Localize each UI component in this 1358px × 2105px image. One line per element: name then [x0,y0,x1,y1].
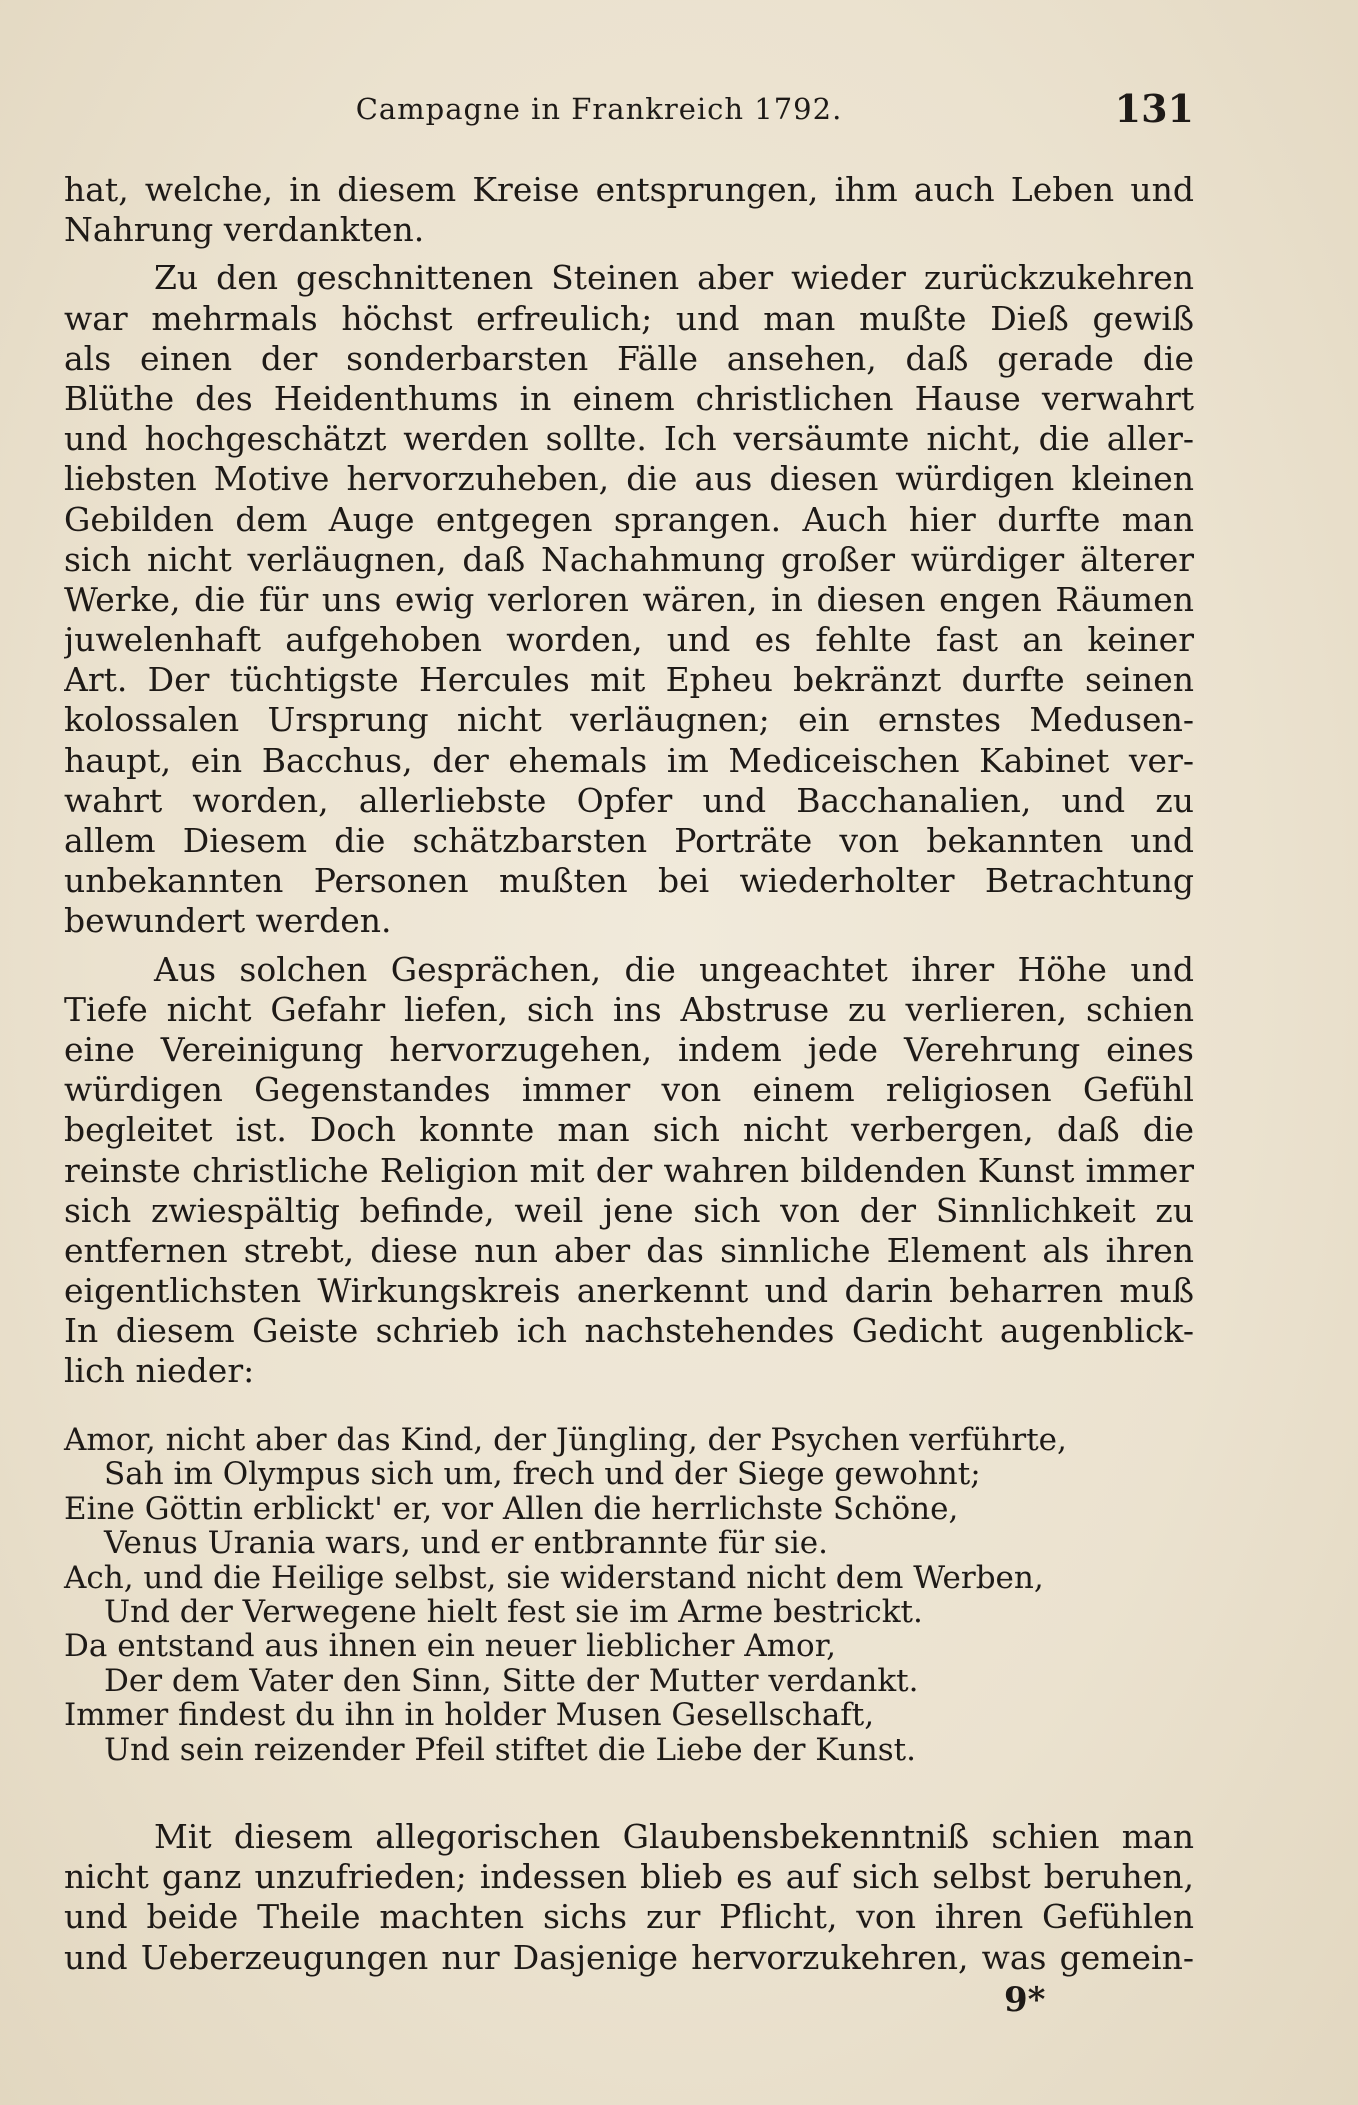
closing-paragraph [64,1817,1194,1978]
poem-line: Sah im Olympus sich um, frech und der Siege gewohnt; [104,1456,981,1493]
text-line: nicht ganz unzufrieden; indessen blieb es auf sich selbst beruhen, [64,1857,1194,1897]
text-line: Werke, die für uns ewig verloren wären, in diesen engen Räumen [64,579,1194,619]
poem-line: Da entstand aus ihnen ein neuer lieblicher Amor, [64,1628,836,1665]
text-line: haupt, ein Bacchus, der ehemals im Mediceischen Kabinet ver- [64,740,1194,780]
text-line: Nahrung verdankten. [64,210,425,250]
text-line: liebsten Motive hervorzuheben, die aus diesen würdigen kleinen [64,459,1194,499]
poem-line: Und der Verwegene hielt fest sie im Arme bestrickt. [104,1593,923,1630]
text-line: lich nieder: [64,1351,255,1391]
poem-line: Amor, nicht aber das Kind, der Jüngling, der Psychen verführte, [64,1422,1067,1458]
text-line: reinste christliche Religion mit der wahren bildenden Kunst immer [64,1150,1194,1190]
text-line: bewundert werden. [64,901,392,941]
poem-line: Ach, und die Heilige selbst, sie widerstand nicht dem Werben, [64,1559,1044,1596]
text-line: würdigen Gegenstandes immer von einem religiosen Gefühl [64,1070,1194,1110]
text-line: kolossalen Ursprung nicht verläugnen; ein ernstes Medusen- [64,700,1194,740]
text-line: Mit diesem allegorischen Glaubensbekenntniß schien man [154,1817,1194,1856]
text-line: und Ueberzeugungen nur Dasjenige hervorzukehren, was gemein- [64,1937,1194,1977]
text-line: als einen der sonderbarsten Fälle ansehen, daß gerade die [64,338,1194,378]
signature-mark: 9* [1004,1980,1046,2020]
text-line: sich zwiespältig befinde, weil jene sich von der Sinnlichkeit zu [64,1190,1194,1230]
text-line: sich nicht verläugnen, daß Nachahmung großer würdiger älterer [64,539,1194,579]
text-line: Blüthe des Heidenthums in einem christlichen Hause verwahrt [64,378,1194,418]
poem-line: Der dem Vater den Sinn, Sitte der Mutter verdankt. [104,1662,919,1699]
text-line: In diesem Geiste schrieb ich nachstehendes Gedicht augenblick- [64,1311,1194,1351]
text-line: und hochgeschätzt werden sollte. Ich versäumte nicht, die aller- [64,419,1194,459]
poem [64,1423,1204,1767]
text-line: eigentlichsten Wirkungskreis anerkennt und darin beharren muß [64,1271,1194,1311]
text-line: entfernen strebt, diese nun aber das sinnliche Element als ihren [64,1230,1194,1270]
text-line: Zu den geschnittenen Steinen aber wieder zurückzukehren [154,258,1194,298]
text-line: Art. Der tüchtigste Hercules mit Epheu bekränzt durfte seinen [64,660,1194,700]
text-line: hat, welche, in diesem Kreise entsprungen, ihm auch Leben und [64,170,1194,209]
running-head [64,86,1194,132]
poem-line: Venus Urania wars, und er entbrannte für sie. [104,1525,828,1562]
text-line: juwelenhaft aufgehoben worden, und es fehlte fast an keiner [64,620,1194,660]
text-line: allem Diesem die schätzbarsten Porträte von bekannten und [64,821,1194,860]
poem-line: Und sein reizender Pfeil stiftet die Liebe der Kunst. [104,1731,916,1768]
text-line: und beide Theile machten sichs zur Pflicht, von ihren Gefühlen [64,1897,1194,1937]
text-line: war mehrmals höchst erfreulich; und man mußte Dieß gewiß [64,298,1194,338]
main-text [64,170,1194,1392]
running-title: Campagne in Frankreich 1792. [355,92,843,126]
text-line: eine Vereinigung hervorzugehen, indem jede Verehrung eines [64,1029,1194,1069]
text-line: unbekannten Personen mußten bei wiederholter Betrachtung [64,861,1194,901]
text-line: Tiefe nicht Gefahr liefen, sich ins Abstruse zu verlieren, schien [64,989,1194,1029]
text-line: begleitet ist. Doch konnte man sich nicht verbergen, daß die [64,1110,1194,1150]
page-number: 131 [1114,86,1194,131]
poem-line: Eine Göttin erblickt' er, vor Allen die herrlichste Schöne, [64,1490,959,1527]
text-line: Gebilden dem Auge entgegen sprangen. Auch hier durfte man [64,499,1194,539]
text-line: Aus solchen Gesprächen, die ungeachtet ihrer Höhe und [154,949,1194,989]
poem-line: Immer findest du ihn in holder Musen Gesellschaft, [64,1697,875,1734]
text-line: wahrt worden, allerliebste Opfer und Bacchanalien, und zu [64,780,1194,820]
